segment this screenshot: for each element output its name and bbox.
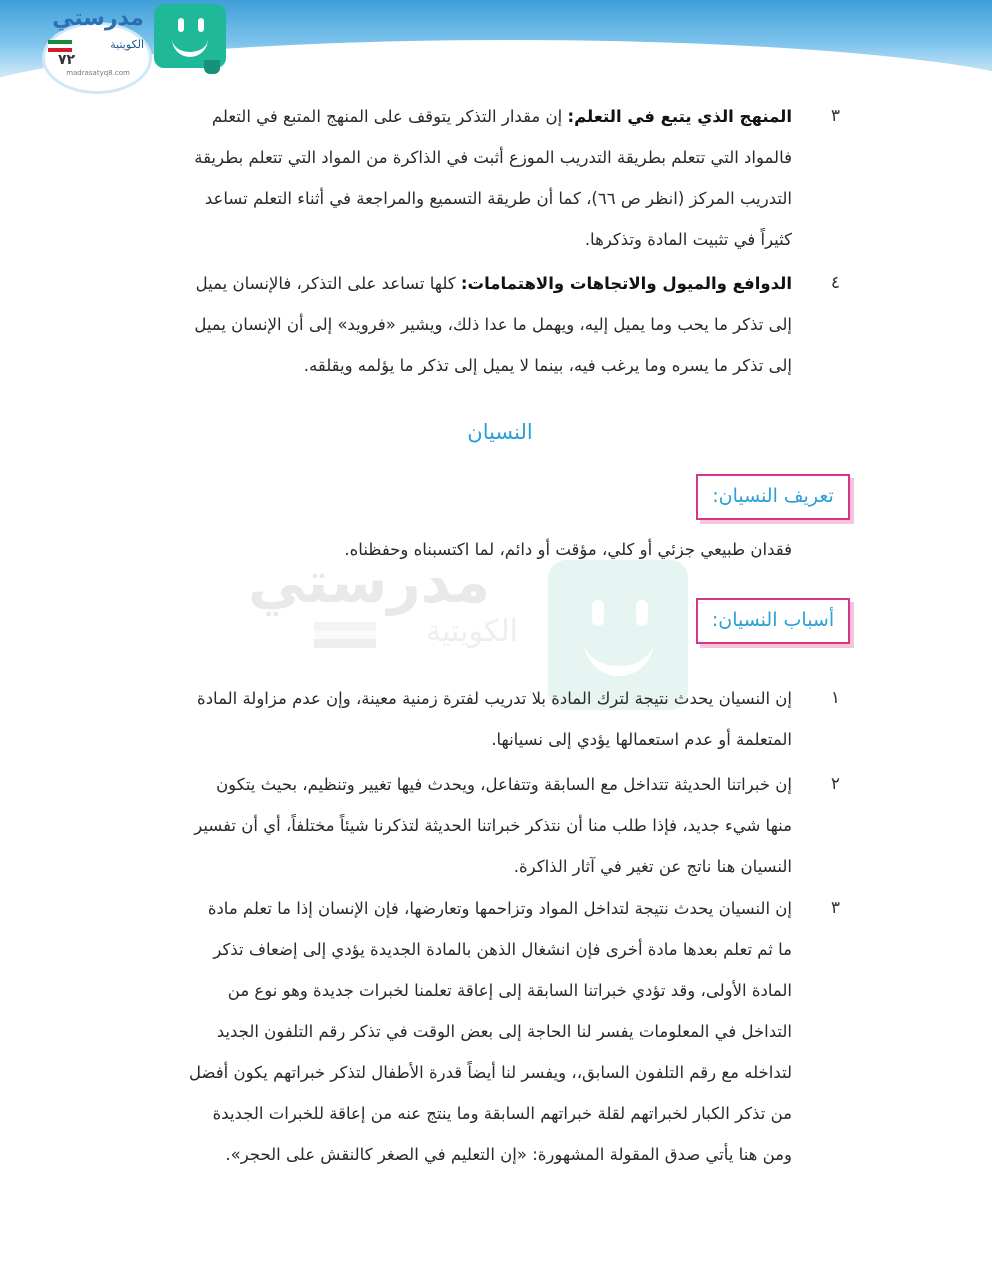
item-line: المادة الأولى، وقد تؤدي خبراتنا السابقة إلى إعاقة تعلمنا لخبرات جديدة وهو نوع من — [227, 981, 792, 1000]
kuwait-flag-icon — [48, 40, 72, 52]
item-line — [92, 96, 792, 137]
item-number: ١ — [830, 688, 840, 708]
memory-factor-item — [92, 263, 840, 386]
item-line: إلى تذكر ما يسره وما يرغب فيه، بينما لا يميل إلى تذكر ما يؤلمه ويقلقه. — [303, 356, 792, 375]
item-line-text: كلها تساعد على التذكر، فالإنسان يميل — [195, 274, 461, 293]
item-line — [92, 263, 792, 304]
section-title: النسيان — [467, 420, 533, 444]
definition-text: فقدان طبيعي جزئي أو كلي، مؤقت أو دائم، لما اكتسبناه وحفظناه. — [344, 540, 792, 559]
item-number: ٢ — [830, 774, 840, 794]
item-line: إلى تذكر ما يحب وما يميل إليه، ويهمل ما عدا ذلك، ويشير «فرويد» إلى أن الإنسان يميل — [194, 315, 792, 334]
item-line: ما ثم تعلم بعدها مادة أخرى فإن انشغال الذهن بالمادة الجديدة يؤدي إلى إضعاف تذكر — [213, 940, 792, 959]
item-lead: المنهج الذي يتبع في التعلم: — [567, 107, 792, 126]
logo-eye-left — [178, 18, 184, 32]
page-number: ٧٢ — [58, 52, 76, 68]
cause-item — [92, 764, 840, 887]
cause-item — [92, 888, 840, 1175]
watermark-country: الكويتية — [425, 614, 518, 649]
item-line: النسيان هنا ناتج عن تغير في آثار الذاكرة. — [513, 857, 792, 876]
item-line: المتعلمة أو عدم استعمالها يؤدي إلى نسيانها. — [491, 730, 792, 749]
item-line: لتداخله مع رقم التلفون السابق،، ويفسر لنا أيضاً قدرة الأطفال لتذكر خبراتهم يكون أفضل — [188, 1063, 792, 1082]
item-line: إن النسيان يحدث نتيجة لترك المادة بلا تدريب لفترة زمنية معينة، وإن عدم مزاولة المادة — [197, 689, 792, 708]
causes-label-box: أسباب النسيان: — [696, 598, 850, 644]
logo-tab-shape — [204, 60, 220, 74]
watermark-eye-left — [592, 600, 604, 626]
memory-factor-item — [92, 96, 840, 260]
item-line: إن خبراتنا الحديثة تتداخل مع السابقة وتتفاعل، ويحدث فيها تغيير وتنظيم، بحيث يتكون — [216, 775, 792, 794]
item-line: فالمواد التي تتعلم بطريقة التدريب الموزع أثبت في الذاكرة من المواد التي تتعلم بطريقة — [194, 148, 792, 167]
item-line: كثيراً في تثبيت المادة وتذكرها. — [584, 230, 792, 249]
item-lead: الدوافع والميول والاتجاهات والاهتمامات: — [460, 274, 792, 293]
watermark-flag-icon — [314, 622, 376, 648]
item-line: التدريب المركز (انظر ص ٦٦)، كما أن طريقة التسميع والمراجعة في أثناء التعلم تساعد — [204, 189, 792, 208]
item-line-text: إن مقدار التذكر يتوقف على المنهج المتبع في التعلم — [211, 107, 568, 126]
logo-country-text: الكويتية — [110, 38, 144, 51]
definition-label-box: تعريف النسيان: — [696, 474, 850, 520]
watermark-eye-right — [636, 600, 648, 626]
cause-item — [92, 678, 840, 760]
item-number: ٣ — [830, 106, 840, 126]
item-line: التداخل في المعلومات يفسر لنا الحاجة إلى بعض الوقت في تذكر رقم التلفون الجديد — [216, 1022, 792, 1041]
item-number: ٤ — [830, 273, 840, 293]
logo-eye-right — [198, 18, 204, 32]
item-line: إن النسيان يحدث نتيجة لتداخل المواد وتزاحمها وتعارضها، فإن الإنسان إذا ما تعلم مادة — [207, 899, 792, 918]
item-line: من تذكر الكبار لخبراتهم لقلة خبراتهم السابقة وما ينتج عنه من إعاقة للخبرات الجديدة — [212, 1104, 792, 1123]
item-line: ومن هنا يأتي صدق المقولة المشهورة: «إن التعليم في الصغر كالنقش على الحجر». — [225, 1145, 792, 1164]
logo-url: madrasatyq8.com — [66, 69, 130, 77]
logo-brand-text: مدرستي — [52, 6, 144, 31]
item-number: ٣ — [830, 898, 840, 918]
item-line: منها شيء جديد، فإذا طلب منا أن نتذكر خبراتنا الحديثة لتذكرنا شيئاً مختلفاً، أي أن تفسير — [194, 816, 792, 835]
watermark-brand: مدرستي — [248, 548, 491, 616]
